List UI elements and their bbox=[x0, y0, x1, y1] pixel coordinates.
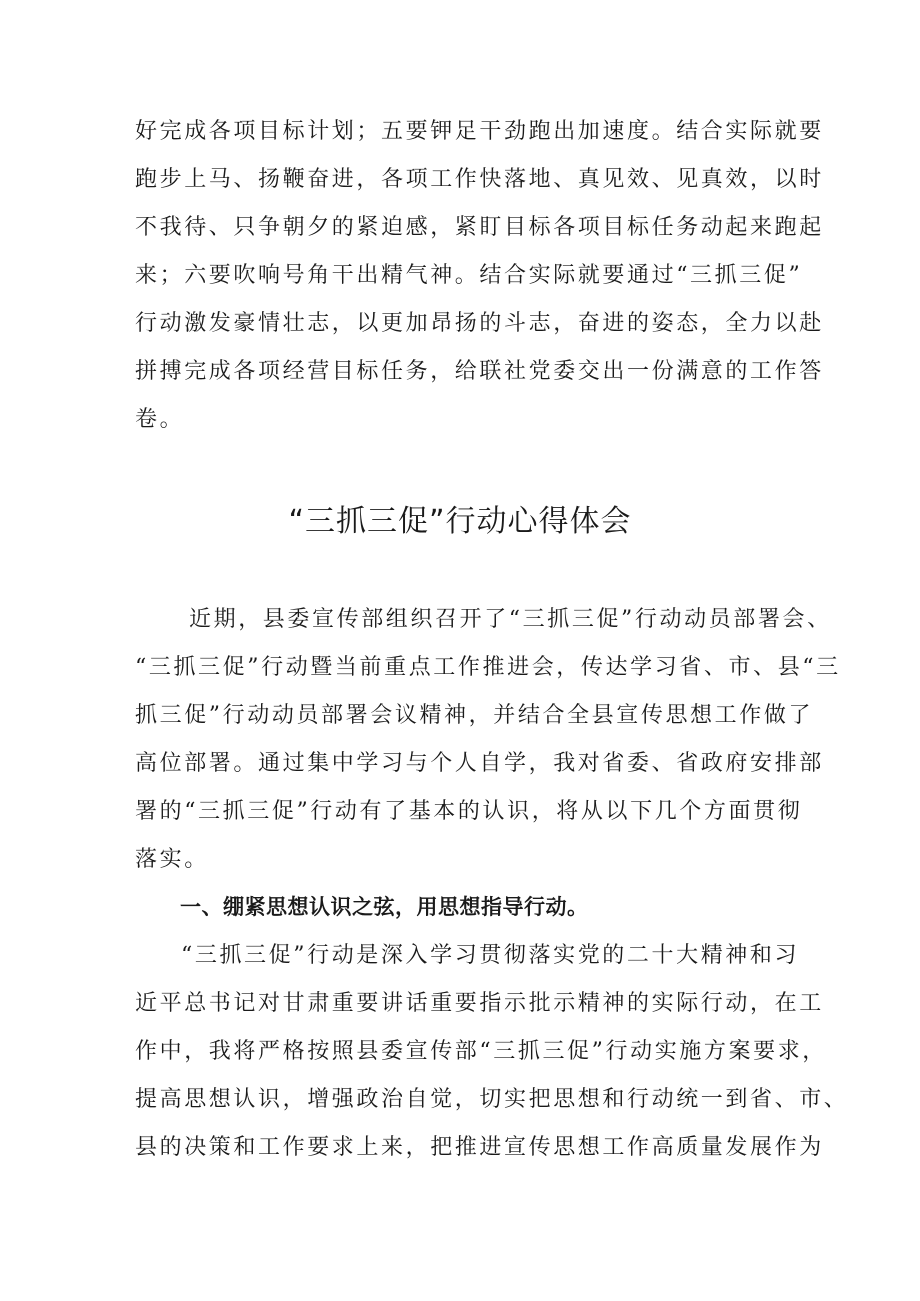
paragraph-line: 署的“三抓三促”行动有了基本的认识，将从以下几个方面贯彻 bbox=[135, 799, 803, 824]
paragraph-line: 提高思想认识，增强政治自觉，切实把思想和行动统一到省、市、 bbox=[135, 1087, 849, 1112]
intro-paragraph bbox=[135, 108, 824, 444]
paragraph-line: 卷。 bbox=[135, 407, 185, 432]
paragraph-line: 作中，我将严格按照县委宣传部“三抓三促”行动实施方案要求， bbox=[135, 1039, 827, 1064]
document-title: “三抓三促”行动心得体会 bbox=[288, 504, 632, 539]
paragraph-line: “三抓三促”行动暨当前重点工作推进会，传达学习省、市、县“三 bbox=[135, 655, 841, 680]
paragraph-line: 拼搏完成各项经营目标任务，给联社党委交出一份满意的工作答 bbox=[135, 359, 824, 384]
paragraph-line: 行动激发豪情壮志，以更加昂扬的斗志，奋进的姿态，全力以赴 bbox=[135, 311, 824, 336]
paragraph-line: 落实。 bbox=[135, 847, 209, 872]
paragraph-line: 近期，县委宣传部组织召开了“三抓三促”行动动员部署会、 bbox=[189, 607, 832, 632]
paragraph-line: 县的决策和工作要求上来，把推进宣传思想工作高质量发展作为 bbox=[135, 1135, 824, 1160]
body-paragraph bbox=[135, 596, 841, 884]
paragraph-line: 抓三促”行动动员部署会议精神，并结合全县宣传思想工作做了 bbox=[135, 703, 814, 728]
paragraph-line: 来；六要吹响号角干出精气神。结合实际就要通过“三抓三促” bbox=[135, 263, 803, 288]
paragraph-line: 跑步上马、扬鞭奋进，各项工作快落地、真见效、见真效，以时 bbox=[135, 167, 824, 192]
section-heading: 一、绷紧思想认识之弦，用思想指导行动。 bbox=[180, 895, 589, 919]
paragraph-line: 近平总书记对甘肃重要讲话重要指示批示精神的实际行动，在工 bbox=[135, 991, 824, 1016]
paragraph-line: 高位部署。通过集中学习与个人自学，我对省委、省政府安排部 bbox=[135, 751, 824, 776]
paragraph-line: “三抓三促”行动是深入学习贯彻落实党的二十大精神和习 bbox=[181, 943, 800, 968]
paragraph-line: 好完成各项目标计划；五要钾足干劲跑出加速度。结合实际就要 bbox=[135, 119, 824, 144]
paragraph-line: 不我待、只争朝夕的紧迫感，紧盯目标各项目标任务动起来跑起 bbox=[135, 215, 824, 240]
section-paragraph bbox=[135, 932, 849, 1172]
